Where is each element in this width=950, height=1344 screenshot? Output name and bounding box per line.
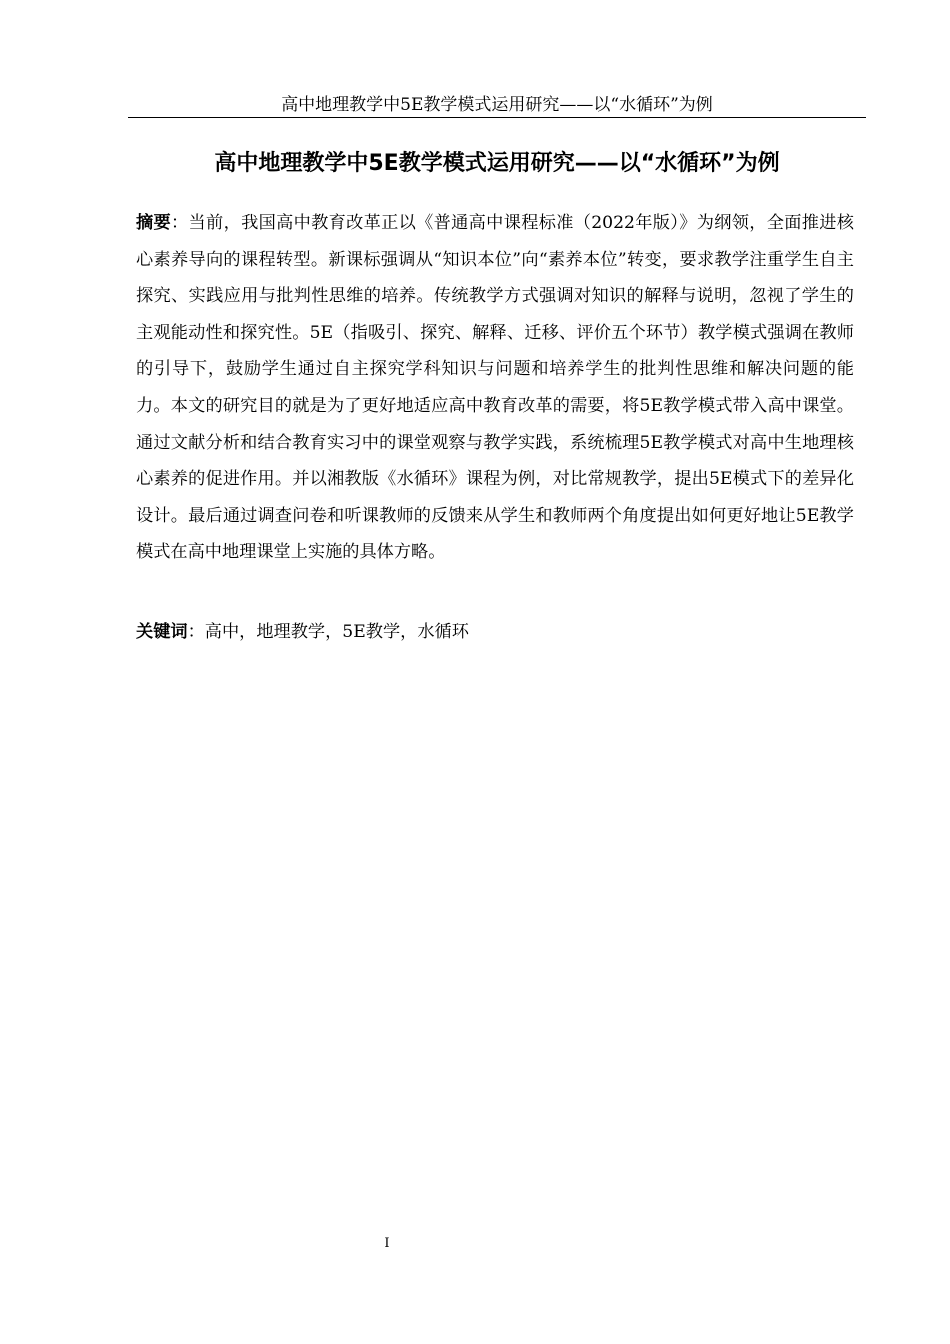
keywords-line: [136, 614, 854, 651]
abstract-label: 摘要: [136, 213, 172, 233]
page-number: I: [384, 1236, 390, 1251]
header-divider: [128, 117, 866, 118]
abstract-body: 当前，我国高中教育改革正以《普通高中课程标准（2022年版）》为纲领，全面推进核心素养导向的课程转型。新课标强调从“知识本位”向“素养本位”转变，要求教学注重学生自主探究、实践应用与批判性思维的培养。传统教学方式强调对知识的解释与说明，忽视了学生的主观能动性和探究性。5E（指吸引、探究、解释、迁移、评价五个环节）教学模式强调在教师的引导下，鼓励学生通过自主探究学科知识与问题和培养学生的批判性思维和解决问题的能力。本文的研究目的就是为了更好地适应高中教育改革的需要，将5E教学模式带入高中课堂。通过文献分析和结合教育实习中的课堂观察与教学实践，系统梳理5E教学模式对高中生地理核心素养的促进作用。并以湘教版《水循环》课程为例，对比常规教学，提出5E模式下的差异化设计。最后通过调查问卷和听课教师的反馈来从学生和教师两个角度提出如何更好地让5E教学模式在高中地理课堂上实施的具体方略。: [136, 213, 854, 563]
abstract-label-separator: ：: [171, 213, 189, 233]
keywords-list: 高中，地理教学，5E教学，水循环: [204, 622, 469, 642]
keywords-label-separator: ：: [187, 622, 205, 642]
document-title: 高中地理教学中5E教学模式运用研究——以“水循环”为例: [214, 151, 780, 176]
abstract-paragraph: [136, 205, 854, 571]
keywords-label: 关键词: [136, 622, 188, 642]
running-header: 高中地理教学中5E教学模式运用研究——以“水循环”为例: [281, 95, 713, 115]
